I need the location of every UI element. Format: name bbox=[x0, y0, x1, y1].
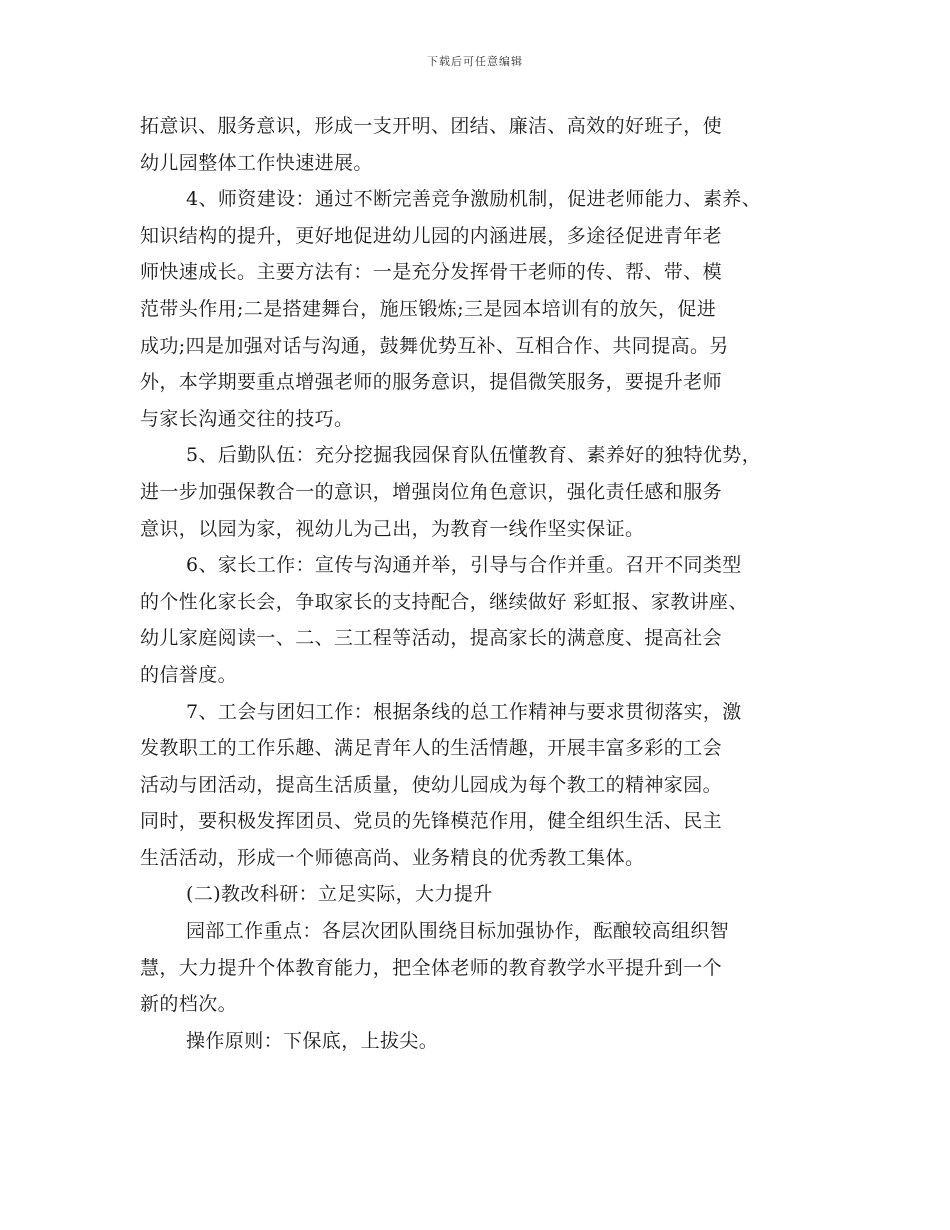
text-line: 意识，以园为家，视幼儿为己出，为教育一线作坚实保证。 bbox=[140, 517, 645, 540]
text-line: 拓意识、服务意识，形成一支开明、团结、廉洁、高效的好班子，使 bbox=[140, 115, 723, 137]
text-line: 进一步加强保教合一的意识，增强岗位角色意识，强化责任感和服务 bbox=[140, 480, 723, 503]
text-line: 幼儿家庭阅读一、二、三工程等活动，提高家长的满意度、提高社会 bbox=[140, 627, 723, 650]
document-body bbox=[140, 108, 820, 1059]
text-line: 的个性化家长会，争取家长的支持配合，继续做好 彩虹报、家教讲座、 bbox=[140, 590, 748, 613]
text-line: 生活活动，形成一个师德高尚、业务精良的优秀教工集体。 bbox=[140, 846, 645, 869]
text-line: 幼儿园整体工作快速进展。 bbox=[140, 151, 373, 174]
text-line: 外，本学期要重点增强老师的服务意识，提倡微笑服务，要提升老师 bbox=[140, 371, 723, 394]
text-line: 新的档次。 bbox=[140, 993, 238, 1016]
text-line: (二)教改科研：立足实际，大力提升 bbox=[186, 883, 493, 906]
text-line: 园部工作重点：各层次团队围绕目标加强协作，酝酿较高组织智 bbox=[186, 920, 730, 943]
text-line: 活动与团活动，提高生活质量，使幼儿园成为每个教工的精神家园。 bbox=[140, 773, 723, 796]
text-line: 7、工会与团妇工作：根据条线的总工作精神与要求贯彻落实，激 bbox=[186, 700, 742, 723]
text-line: 发教职工的工作乐趣、满足青年人的生活情趣，开展丰富多彩的工会 bbox=[140, 737, 723, 760]
text-line: 同时，要积极发挥团员、党员的先锋模范作用，健全组织生活、民主 bbox=[140, 810, 723, 833]
text-line: 成功;四是加强对话与沟通，鼓舞优势互补、互相合作、共同提高。另 bbox=[140, 334, 729, 357]
page-header: 下载后可任意编辑 bbox=[427, 55, 523, 68]
text-line: 范带头作用;二是搭建舞台，施压锻炼;三是园本培训有的放矢，促进 bbox=[140, 297, 717, 320]
text-line: 的信誉度。 bbox=[140, 663, 238, 686]
text-line: 师快速成长。主要方法有：一是充分发挥骨干老师的传、帮、带、模 bbox=[140, 261, 723, 284]
text-line: 5、后勤队伍：充分挖掘我园保育队伍懂教育、素养好的独特优势， bbox=[186, 444, 762, 467]
text-line: 与家长沟通交往的技巧。 bbox=[140, 407, 354, 430]
text-line: 6、家长工作：宣传与沟通并举，引导与合作并重。召开不同类型 bbox=[186, 554, 742, 577]
text-line: 4、师资建设：通过不断完善竞争激励机制，促进老师能力、素养、 bbox=[186, 188, 762, 211]
text-line: 慧，大力提升个体教育能力，把全体老师的教育教学水平提升到一个 bbox=[140, 956, 723, 979]
text-line: 知识结构的提升，更好地促进幼儿园的内涵进展，多途径促进青年老 bbox=[140, 224, 723, 247]
text-line: 操作原则：下保底，上拔尖。 bbox=[186, 1029, 439, 1052]
